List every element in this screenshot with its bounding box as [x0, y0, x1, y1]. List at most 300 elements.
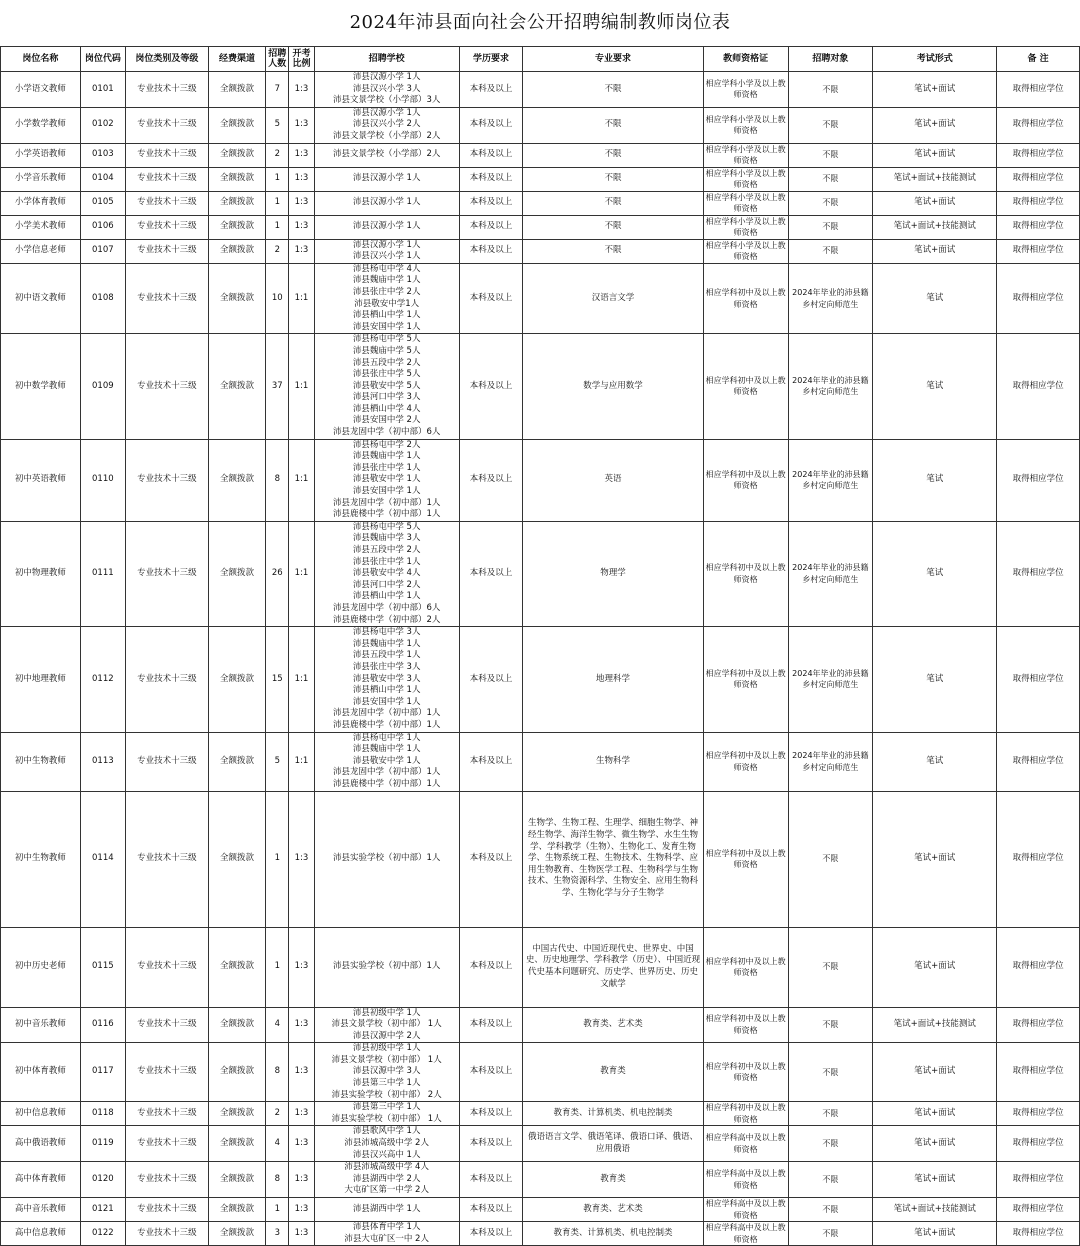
cell-code: 0115: [80, 927, 125, 1007]
cell-exam: 笔试+面试: [873, 927, 997, 1007]
cell-name: 小学英语教师: [1, 143, 81, 167]
header-code: 岗位代码: [80, 47, 125, 72]
cell-major: 不限: [523, 191, 704, 215]
cell-target: 不限: [788, 927, 873, 1007]
cell-exam: 笔试+面试: [873, 791, 997, 927]
cell-target: 不限: [788, 1007, 873, 1043]
cell-major: 数学与应用数学: [523, 334, 704, 439]
cell-exam: 笔试: [873, 732, 997, 791]
cell-edu: 本科及以上: [459, 627, 523, 732]
table-row: [1, 1043, 1080, 1102]
cell-cert: 相应学科小学及以上教师资格: [703, 239, 788, 263]
cell-ratio: 1:3: [289, 1222, 314, 1246]
table-row: [1, 143, 1080, 167]
cell-school: 沛县汉源小学 1人 沛县汉兴小学 1人: [314, 239, 459, 263]
cell-count: 1: [266, 791, 289, 927]
cell-count: 26: [266, 521, 289, 626]
cell-ratio: 1:1: [289, 521, 314, 626]
header-note: 备 注: [997, 47, 1080, 72]
cell-target: 不限: [788, 1126, 873, 1162]
cell-funding: 全额拨款: [208, 1043, 265, 1102]
cell-code: 0119: [80, 1126, 125, 1162]
cell-ratio: 1:3: [289, 791, 314, 927]
cell-school: 沛县杨屯中学 1人 沛县魏庙中学 1人 沛县敬安中学 1人 沛县龙固中学（初中部）1人 沛县鹿楼中学（初中部）1人: [314, 732, 459, 791]
cell-count: 15: [266, 627, 289, 732]
cell-note: 取得相应学位: [997, 1043, 1080, 1102]
cell-note: 取得相应学位: [997, 1007, 1080, 1043]
cell-code: 0113: [80, 732, 125, 791]
cell-target: 不限: [788, 72, 873, 108]
cell-edu: 本科及以上: [459, 732, 523, 791]
cell-cert: 相应学科初中及以上教师资格: [703, 627, 788, 732]
cell-school: 沛县杨屯中学 2人 沛县魏庙中学 1人 沛县张庄中学 1人 沛县敬安中学 1人 沛县安国中学 1人 沛县龙固中学（初中部）1人 沛县鹿楼中学（初中部）1人: [314, 439, 459, 521]
cell-school: 沛县汉源小学 1人: [314, 215, 459, 239]
cell-name: 初中数学教师: [1, 334, 81, 439]
cell-funding: 全额拨款: [208, 167, 265, 191]
cell-count: 4: [266, 1007, 289, 1043]
cell-count: 1: [266, 167, 289, 191]
cell-code: 0122: [80, 1222, 125, 1246]
cell-category: 专业技术十三级: [126, 1043, 209, 1102]
cell-target: 不限: [788, 1162, 873, 1198]
cell-name: 高中体育教师: [1, 1162, 81, 1198]
cell-cert: 相应学科初中及以上教师资格: [703, 927, 788, 1007]
cell-category: 专业技术十三级: [126, 191, 209, 215]
cell-school: 沛县杨屯中学 5人 沛县魏庙中学 5人 沛县五段中学 2人 沛县张庄中学 5人 沛县敬安中学 5人 沛县河口中学 3人 沛县栖山中学 4人 沛县安国中学 2人 沛县龙固中学（初中部）6人: [314, 334, 459, 439]
cell-cert: 相应学科高中及以上教师资格: [703, 1198, 788, 1222]
table-row: [1, 215, 1080, 239]
cell-cert: 相应学科初中及以上教师资格: [703, 334, 788, 439]
cell-cert: 相应学科初中及以上教师资格: [703, 1007, 788, 1043]
cell-name: 初中体育教师: [1, 1043, 81, 1102]
table-row: [1, 263, 1080, 334]
cell-school: 沛县实验学校（初中部）1人: [314, 791, 459, 927]
cell-school: 沛县杨屯中学 5人 沛县魏庙中学 3人 沛县五段中学 2人 沛县张庄中学 1人 沛县敬安中学 4人 沛县河口中学 2人 沛县栖山中学 1人 沛县龙固中学（初中部）6人 沛县鹿楼中学（初中部）2人: [314, 521, 459, 626]
cell-name: 初中英语教师: [1, 439, 81, 521]
cell-funding: 全额拨款: [208, 215, 265, 239]
cell-code: 0103: [80, 143, 125, 167]
cell-major: 教育类: [523, 1043, 704, 1102]
table-row: [1, 521, 1080, 626]
cell-edu: 本科及以上: [459, 107, 523, 143]
cell-note: 取得相应学位: [997, 791, 1080, 927]
cell-name: 初中信息教师: [1, 1102, 81, 1126]
cell-count: 1: [266, 215, 289, 239]
cell-target: 不限: [788, 1102, 873, 1126]
table-row: [1, 72, 1080, 108]
cell-major: 不限: [523, 72, 704, 108]
cell-ratio: 1:3: [289, 72, 314, 108]
cell-category: 专业技术十三级: [126, 1162, 209, 1198]
cell-exam: 笔试: [873, 439, 997, 521]
cell-name: 初中物理教师: [1, 521, 81, 626]
cell-ratio: 1:3: [289, 1198, 314, 1222]
cell-category: 专业技术十三级: [126, 263, 209, 334]
cell-category: 专业技术十三级: [126, 1007, 209, 1043]
cell-exam: 笔试+面试+技能测试: [873, 1198, 997, 1222]
cell-exam: 笔试+面试: [873, 239, 997, 263]
cell-school: 沛县汉源小学 1人 沛县汉兴小学 2人 沛县文景学校（小学部）2人: [314, 107, 459, 143]
cell-edu: 本科及以上: [459, 191, 523, 215]
cell-cert: 相应学科初中及以上教师资格: [703, 521, 788, 626]
cell-cert: 相应学科高中及以上教师资格: [703, 1126, 788, 1162]
cell-ratio: 1:3: [289, 1162, 314, 1198]
cell-category: 专业技术十三级: [126, 1198, 209, 1222]
cell-major: 教育类、计算机类、机电控制类: [523, 1102, 704, 1126]
cell-code: 0112: [80, 627, 125, 732]
cell-code: 0105: [80, 191, 125, 215]
cell-code: 0106: [80, 215, 125, 239]
table-row: [1, 627, 1080, 732]
cell-category: 专业技术十三级: [126, 239, 209, 263]
header-major: 专业要求: [523, 47, 704, 72]
cell-note: 取得相应学位: [997, 263, 1080, 334]
cell-exam: 笔试: [873, 521, 997, 626]
cell-funding: 全额拨款: [208, 521, 265, 626]
cell-cert: 相应学科小学及以上教师资格: [703, 215, 788, 239]
cell-edu: 本科及以上: [459, 521, 523, 626]
table-row: [1, 1198, 1080, 1222]
cell-school: 沛县汉源小学 1人: [314, 191, 459, 215]
cell-category: 专业技术十三级: [126, 1126, 209, 1162]
cell-school: 沛县初级中学 1人 沛县文景学校（初中部） 1人 沛县汉源中学 3人 沛县第三中学 1人 沛县实验学校（初中部） 2人: [314, 1043, 459, 1102]
cell-note: 取得相应学位: [997, 72, 1080, 108]
cell-cert: 相应学科初中及以上教师资格: [703, 263, 788, 334]
cell-category: 专业技术十三级: [126, 143, 209, 167]
cell-name: 高中信息教师: [1, 1222, 81, 1246]
cell-exam: 笔试+面试+技能测试: [873, 215, 997, 239]
cell-count: 5: [266, 107, 289, 143]
cell-category: 专业技术十三级: [126, 1102, 209, 1126]
cell-exam: 笔试+面试: [873, 1162, 997, 1198]
cell-note: 取得相应学位: [997, 521, 1080, 626]
cell-note: 取得相应学位: [997, 239, 1080, 263]
cell-edu: 本科及以上: [459, 1198, 523, 1222]
cell-note: 取得相应学位: [997, 1198, 1080, 1222]
cell-target: 2024年毕业的沛县籍乡村定向师范生: [788, 521, 873, 626]
cell-count: 1: [266, 191, 289, 215]
cell-ratio: 1:3: [289, 239, 314, 263]
cell-count: 8: [266, 439, 289, 521]
cell-count: 10: [266, 263, 289, 334]
cell-exam: 笔试+面试+技能测试: [873, 1007, 997, 1043]
cell-category: 专业技术十三级: [126, 439, 209, 521]
cell-target: 2024年毕业的沛县籍乡村定向师范生: [788, 439, 873, 521]
cell-name: 高中音乐教师: [1, 1198, 81, 1222]
cell-target: 2024年毕业的沛县籍乡村定向师范生: [788, 732, 873, 791]
header-school: 招聘学校: [314, 47, 459, 72]
cell-funding: 全额拨款: [208, 334, 265, 439]
cell-school: 沛县第三中学 1人 沛县实验学校（初中部） 1人: [314, 1102, 459, 1126]
cell-name: 初中历史老师: [1, 927, 81, 1007]
cell-ratio: 1:3: [289, 215, 314, 239]
cell-funding: 全额拨款: [208, 1126, 265, 1162]
cell-name: 小学数学教师: [1, 107, 81, 143]
table-row: [1, 732, 1080, 791]
cell-count: 5: [266, 732, 289, 791]
table-row: [1, 1102, 1080, 1126]
cell-target: 不限: [788, 215, 873, 239]
header-cert: 教师资格证: [703, 47, 788, 72]
cell-school: 沛县湖西中学 1人: [314, 1198, 459, 1222]
cell-code: 0101: [80, 72, 125, 108]
header-count: 招聘人数: [266, 47, 289, 72]
cell-target: 不限: [788, 191, 873, 215]
cell-code: 0116: [80, 1007, 125, 1043]
cell-note: 取得相应学位: [997, 439, 1080, 521]
cell-funding: 全额拨款: [208, 263, 265, 334]
cell-target: 2024年毕业的沛县籍乡村定向师范生: [788, 627, 873, 732]
cell-cert: 相应学科初中及以上教师资格: [703, 1102, 788, 1126]
cell-edu: 本科及以上: [459, 791, 523, 927]
cell-code: 0117: [80, 1043, 125, 1102]
cell-code: 0104: [80, 167, 125, 191]
cell-code: 0111: [80, 521, 125, 626]
cell-code: 0109: [80, 334, 125, 439]
cell-cert: 相应学科初中及以上教师资格: [703, 732, 788, 791]
cell-count: 37: [266, 334, 289, 439]
cell-name: 小学音乐教师: [1, 167, 81, 191]
cell-cert: 相应学科初中及以上教师资格: [703, 791, 788, 927]
cell-funding: 全额拨款: [208, 1102, 265, 1126]
cell-edu: 本科及以上: [459, 72, 523, 108]
header-category: 岗位类别及等级: [126, 47, 209, 72]
table-row: [1, 1162, 1080, 1198]
table-row: [1, 927, 1080, 1007]
cell-major: 生物学、生物工程、生理学、细胞生物学、神经生物学、海洋生物学、微生物学、水生生物学、学科教学（生物）、生物化工、发育生物学、生物系统工程、生物技术、生物科学、应用生物教育、生物医学工程、生物科学与生物技术、生物资源科学、生物安全、应用生物科学、生物化学与分子生物学: [523, 791, 704, 927]
cell-major: 中国古代史、中国近现代史、世界史、中国史、历史地理学、学科教学（历史）、中国近现代史基本问题研究、历史学、世界历史、历史文献学: [523, 927, 704, 1007]
cell-ratio: 1:3: [289, 191, 314, 215]
cell-school: 沛县沛城高级中学 4人 沛县湖西中学 2人 大屯矿区第一中学 2人: [314, 1162, 459, 1198]
table-body: [1, 72, 1080, 1246]
table-row: [1, 1126, 1080, 1162]
table-row: [1, 239, 1080, 263]
table-row: [1, 107, 1080, 143]
cell-code: 0102: [80, 107, 125, 143]
cell-edu: 本科及以上: [459, 1126, 523, 1162]
cell-count: 2: [266, 143, 289, 167]
table-row: [1, 334, 1080, 439]
cell-category: 专业技术十三级: [126, 791, 209, 927]
cell-category: 专业技术十三级: [126, 167, 209, 191]
cell-code: 0108: [80, 263, 125, 334]
cell-exam: 笔试+面试: [873, 143, 997, 167]
cell-count: 8: [266, 1043, 289, 1102]
cell-category: 专业技术十三级: [126, 334, 209, 439]
cell-note: 取得相应学位: [997, 927, 1080, 1007]
cell-school: 沛县歌风中学 1人 沛县沛城高级中学 2人 沛县汉兴高中 1人: [314, 1126, 459, 1162]
cell-ratio: 1:3: [289, 143, 314, 167]
cell-major: 不限: [523, 215, 704, 239]
cell-exam: 笔试+面试+技能测试: [873, 167, 997, 191]
cell-school: 沛县初级中学 1人 沛县文景学校（初中部） 1人 沛县汉源中学 2人: [314, 1007, 459, 1043]
cell-ratio: 1:3: [289, 927, 314, 1007]
cell-name: 初中地理教师: [1, 627, 81, 732]
cell-code: 0114: [80, 791, 125, 927]
cell-target: 不限: [788, 239, 873, 263]
cell-edu: 本科及以上: [459, 1102, 523, 1126]
cell-major: 不限: [523, 143, 704, 167]
cell-funding: 全额拨款: [208, 1222, 265, 1246]
table-header-row: [1, 47, 1080, 72]
cell-target: 不限: [788, 107, 873, 143]
cell-category: 专业技术十三级: [126, 72, 209, 108]
cell-name: 初中生物教师: [1, 791, 81, 927]
header-ratio: 开考比例: [289, 47, 314, 72]
cell-count: 1: [266, 927, 289, 1007]
cell-ratio: 1:3: [289, 167, 314, 191]
cell-ratio: 1:3: [289, 1007, 314, 1043]
table-row: [1, 1222, 1080, 1246]
cell-category: 专业技术十三级: [126, 521, 209, 626]
cell-code: 0120: [80, 1162, 125, 1198]
cell-category: 专业技术十三级: [126, 627, 209, 732]
cell-cert: 相应学科小学及以上教师资格: [703, 143, 788, 167]
cell-target: 不限: [788, 1222, 873, 1246]
cell-edu: 本科及以上: [459, 263, 523, 334]
cell-name: 小学体育教师: [1, 191, 81, 215]
cell-note: 取得相应学位: [997, 1102, 1080, 1126]
cell-funding: 全额拨款: [208, 732, 265, 791]
cell-exam: 笔试+面试: [873, 107, 997, 143]
cell-category: 专业技术十三级: [126, 732, 209, 791]
cell-note: 取得相应学位: [997, 1162, 1080, 1198]
cell-school: 沛县杨屯中学 3人 沛县魏庙中学 1人 沛县五段中学 1人 沛县张庄中学 3人 沛县敬安中学 3人 沛县栖山中学 1人 沛县安国中学 1人 沛县龙固中学（初中部）1人 沛县鹿楼中学（初中部）1人: [314, 627, 459, 732]
cell-category: 专业技术十三级: [126, 1222, 209, 1246]
cell-name: 小学语文教师: [1, 72, 81, 108]
cell-target: 不限: [788, 791, 873, 927]
cell-major: 教育类、艺术类: [523, 1007, 704, 1043]
cell-name: 初中生物教师: [1, 732, 81, 791]
cell-exam: 笔试+面试: [873, 1043, 997, 1102]
cell-school: 沛县汉源小学 1人 沛县汉兴小学 3人 沛县文景学校（小学部）3人: [314, 72, 459, 108]
cell-cert: 相应学科小学及以上教师资格: [703, 167, 788, 191]
cell-ratio: 1:1: [289, 627, 314, 732]
cell-ratio: 1:3: [289, 1043, 314, 1102]
cell-target: 2024年毕业的沛县籍乡村定向师范生: [788, 334, 873, 439]
table-row: [1, 191, 1080, 215]
cell-school: 沛县文景学校（小学部）2人: [314, 143, 459, 167]
cell-cert: 相应学科小学及以上教师资格: [703, 72, 788, 108]
cell-funding: 全额拨款: [208, 1162, 265, 1198]
header-funding: 经费渠道: [208, 47, 265, 72]
cell-funding: 全额拨款: [208, 191, 265, 215]
cell-major: 不限: [523, 167, 704, 191]
cell-note: 取得相应学位: [997, 167, 1080, 191]
cell-edu: 本科及以上: [459, 927, 523, 1007]
cell-school: 沛县体育中学 1人 沛县大屯矿区一中 2人: [314, 1222, 459, 1246]
cell-funding: 全额拨款: [208, 143, 265, 167]
cell-note: 取得相应学位: [997, 732, 1080, 791]
cell-note: 取得相应学位: [997, 1222, 1080, 1246]
cell-note: 取得相应学位: [997, 143, 1080, 167]
cell-cert: 相应学科初中及以上教师资格: [703, 439, 788, 521]
cell-edu: 本科及以上: [459, 1162, 523, 1198]
cell-major: 物理学: [523, 521, 704, 626]
cell-note: 取得相应学位: [997, 627, 1080, 732]
cell-funding: 全额拨款: [208, 1198, 265, 1222]
cell-name: 小学美术教师: [1, 215, 81, 239]
cell-funding: 全额拨款: [208, 791, 265, 927]
cell-major: 生物科学: [523, 732, 704, 791]
cell-ratio: 1:3: [289, 107, 314, 143]
recruitment-table: [0, 46, 1080, 1246]
cell-school: 沛县实验学校（初中部）1人: [314, 927, 459, 1007]
table-row: [1, 1007, 1080, 1043]
cell-major: 教育类、艺术类: [523, 1198, 704, 1222]
cell-note: 取得相应学位: [997, 215, 1080, 239]
cell-edu: 本科及以上: [459, 215, 523, 239]
table-row: [1, 439, 1080, 521]
page-title: 2024年沛县面向社会公开招聘编制教师岗位表: [349, 12, 731, 33]
table-row: [1, 167, 1080, 191]
cell-exam: 笔试: [873, 627, 997, 732]
cell-school: 沛县杨屯中学 4人 沛县魏庙中学 1人 沛县张庄中学 2人 沛县敬安中学1人 沛县栖山中学 1人 沛县安国中学 1人: [314, 263, 459, 334]
cell-note: 取得相应学位: [997, 107, 1080, 143]
cell-major: 教育类: [523, 1162, 704, 1198]
cell-name: 高中俄语教师: [1, 1126, 81, 1162]
cell-code: 0110: [80, 439, 125, 521]
cell-note: 取得相应学位: [997, 334, 1080, 439]
header-edu: 学历要求: [459, 47, 523, 72]
cell-name: 初中语文教师: [1, 263, 81, 334]
cell-cert: 相应学科小学及以上教师资格: [703, 191, 788, 215]
table-row: [1, 791, 1080, 927]
cell-school: 沛县汉源小学 1人: [314, 167, 459, 191]
cell-exam: 笔试: [873, 334, 997, 439]
cell-category: 专业技术十三级: [126, 927, 209, 1007]
cell-count: 7: [266, 72, 289, 108]
cell-ratio: 1:1: [289, 334, 314, 439]
cell-funding: 全额拨款: [208, 1007, 265, 1043]
cell-edu: 本科及以上: [459, 439, 523, 521]
cell-name: 初中音乐教师: [1, 1007, 81, 1043]
cell-count: 8: [266, 1162, 289, 1198]
cell-edu: 本科及以上: [459, 334, 523, 439]
cell-major: 不限: [523, 107, 704, 143]
cell-major: 教育类、计算机类、机电控制类: [523, 1222, 704, 1246]
cell-target: 不限: [788, 143, 873, 167]
cell-edu: 本科及以上: [459, 1043, 523, 1102]
cell-cert: 相应学科初中及以上教师资格: [703, 1043, 788, 1102]
cell-major: 不限: [523, 239, 704, 263]
cell-count: 2: [266, 1102, 289, 1126]
cell-edu: 本科及以上: [459, 143, 523, 167]
cell-target: 2024年毕业的沛县籍乡村定向师范生: [788, 263, 873, 334]
cell-ratio: 1:3: [289, 1126, 314, 1162]
cell-major: 俄语语言文学、俄语笔译、俄语口译、俄语、应用俄语: [523, 1126, 704, 1162]
cell-note: 取得相应学位: [997, 1126, 1080, 1162]
cell-exam: 笔试: [873, 263, 997, 334]
cell-count: 4: [266, 1126, 289, 1162]
cell-edu: 本科及以上: [459, 239, 523, 263]
header-exam: 考试形式: [873, 47, 997, 72]
cell-exam: 笔试+面试: [873, 1102, 997, 1126]
cell-count: 1: [266, 1198, 289, 1222]
cell-funding: 全额拨款: [208, 439, 265, 521]
cell-ratio: 1:3: [289, 1102, 314, 1126]
cell-cert: 相应学科小学及以上教师资格: [703, 107, 788, 143]
cell-major: 地理科学: [523, 627, 704, 732]
cell-name: 小学信息老师: [1, 239, 81, 263]
cell-funding: 全额拨款: [208, 239, 265, 263]
cell-note: 取得相应学位: [997, 191, 1080, 215]
cell-code: 0118: [80, 1102, 125, 1126]
cell-funding: 全额拨款: [208, 627, 265, 732]
cell-target: 不限: [788, 1198, 873, 1222]
cell-funding: 全额拨款: [208, 72, 265, 108]
cell-ratio: 1:1: [289, 263, 314, 334]
